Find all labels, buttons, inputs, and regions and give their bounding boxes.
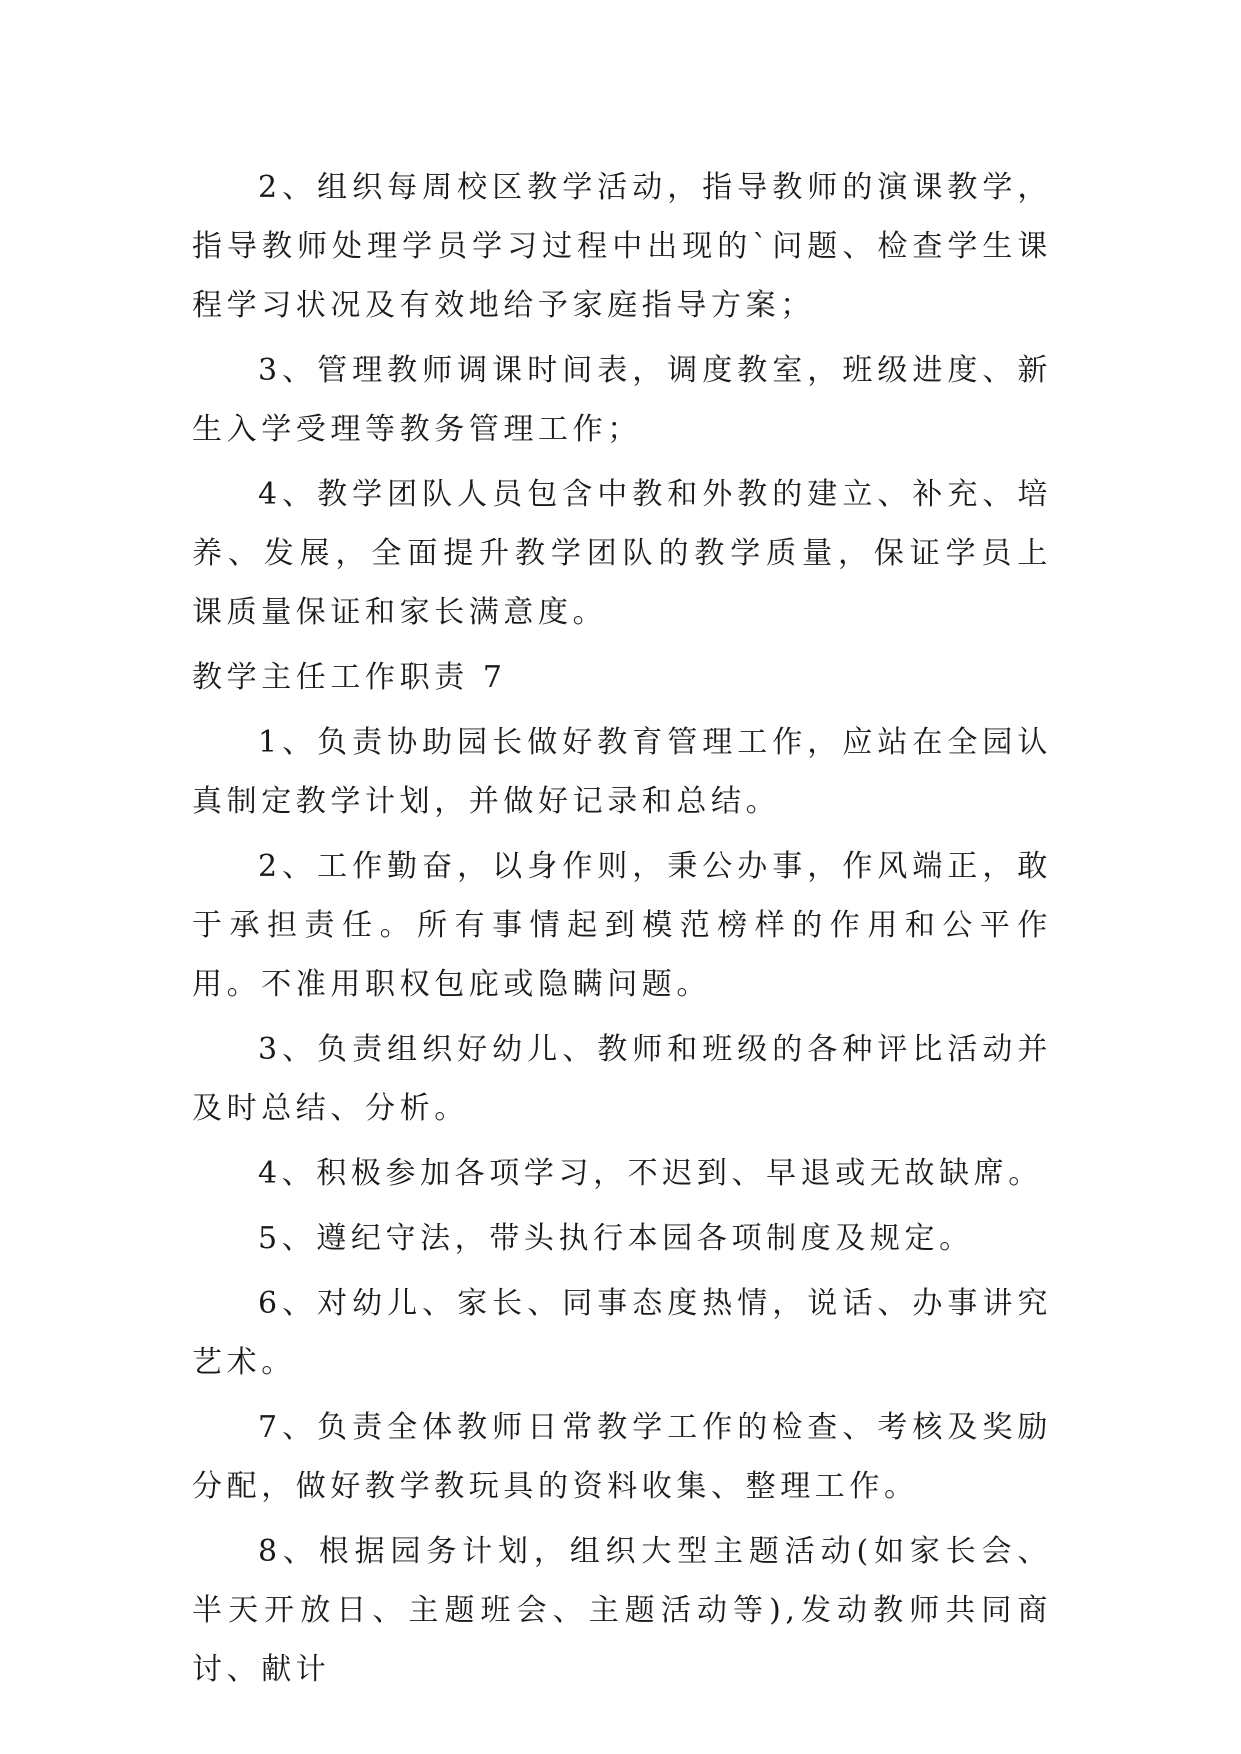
section-heading: 教学主任工作职责 7 (192, 660, 507, 695)
paragraph-duty-1: 1、负责协助园长做好教育管理工作，应站在全园认真制定教学计划，并做好记录和总结。 (192, 725, 1052, 819)
paragraph-duty-2: 2、工作勤奋，以身作则，秉公办事，作风端正，敢于承担责任。所有事情起到模范榜样的作用和公平作用。不准用职权包庇或隐瞒问题。 (192, 849, 1052, 1002)
paragraph-duty-4: 4、积极参加各项学习，不迟到、早退或无故缺席。 (258, 1156, 1043, 1191)
paragraph-duty-8: 8、根据园务计划，组织大型主题活动(如家长会、半天开放日、主题班会、主题活动等),发动教师共同商讨、献计 (192, 1534, 1052, 1687)
paragraph-duty-6: 6、对幼儿、家长、同事态度热情，说话、办事讲究艺术。 (192, 1286, 1052, 1380)
paragraph-duty-7: 7、负责全体教师日常教学工作的检查、考核及奖励分配，做好教学教玩具的资料收集、整理工作。 (192, 1410, 1052, 1504)
paragraph-duty-5: 5、遵纪守法，带头执行本园各项制度及规定。 (258, 1221, 974, 1256)
paragraph-duty-2-a: 2、组织每周校区教学活动，指导教师的演课教学，指导教师处理学员学习过程中出现的`问题、检查学生课程学习状况及有效地给予家庭指导方案； (192, 170, 1052, 323)
paragraph-duty-3: 3、负责组织好幼儿、教师和班级的各种评比活动并及时总结、分析。 (192, 1032, 1052, 1126)
document-body (192, 158, 1052, 1705)
paragraph-duty-4-a: 4、教学团队人员包含中教和外教的建立、补充、培养、发展，全面提升教学团队的教学质量，保证学员上课质量保证和家长满意度。 (192, 477, 1052, 630)
paragraph-duty-3-a: 3、管理教师调课时间表，调度教室，班级进度、新生入学受理等教务管理工作； (192, 353, 1052, 447)
